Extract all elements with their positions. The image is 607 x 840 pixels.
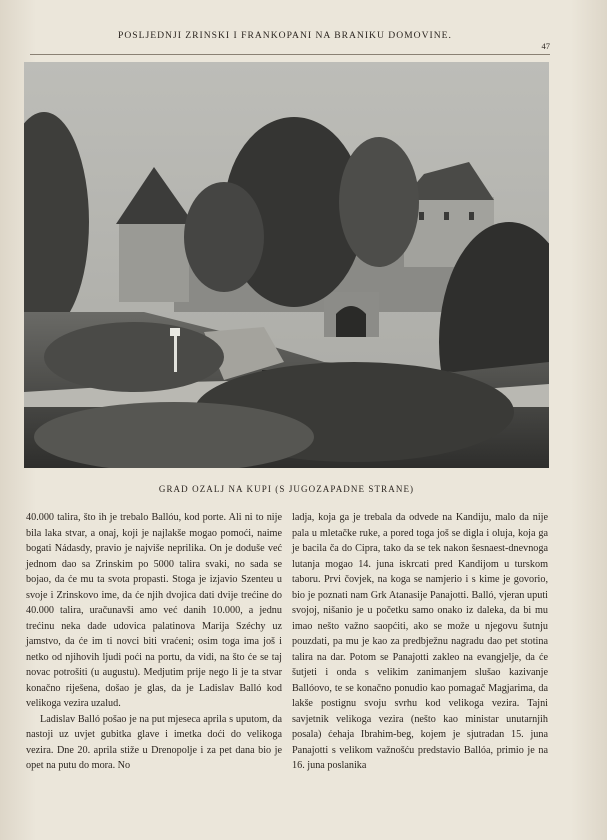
header-rule [30, 54, 550, 55]
paragraph: ladja, koja ga je trebala da odvede na Kandiju, malo da nije pala u mletačke ruke, a pored toga još se digla i oluja, koja ga je bacila ča do Cipra, tako da se tek nakon šesnaest-dnevnoga lutanja mogao 14. juna iskrcati pred Kandijom u turskom taboru. Prvi čovjek, na koga se namjerio i s kime je govorio, bio je poznati nam Grk Atanasije Panajotti. Balló, vjeran uputi svojoj, nišanio je u početku samo onako iz daleka, da bi mu imao nešto važno saopćiti, ako se može u njegovu šutnju pouzdati, pa mu je kao za predbježnu nagradu dao pet stotina talira na dar. Potom se Panajotti zakleo na evangjelje, da će šutjeti i onda s velikim zanimanjem slušao kazivanje Ballóovo, te se konačno ponudio kao pomagač Magjarima, da lakše postignu svoju svrhu kod velikoga vezira. Tajni savjetnik velikoga vezira (nešto kao ministar unutarnjih posala) ćehaja Ibrahim-beg, kojem je sjutradan 15. juna Panajotti s velikom važnošću predstavio Ballóa, primio je na 16. juna poslanika [292, 512, 548, 771]
page-number: 47 [541, 41, 550, 51]
paragraph: Ladislav Balló pošao je na put mjeseca aprila s uputom, da nastoji uz uvjet gubitka glave i imetka doći do velikoga vezira. Dne 20. aprila stiže u Drenopolje i za pet dana bio je opet na putu do mora. No [26, 713, 282, 771]
castle-photo [24, 62, 549, 468]
header-title: POSLJEDNJI ZRINSKI I FRANKOPANI NA BRANIKU DOMOVINE. [118, 30, 452, 41]
text-column-left [26, 510, 282, 774]
paragraph: 40.000 talira, što ih je trebalo Ballóu, kod porte. Ali ni to nije bila laka stvar, a onaj, koji je najlakše mogao pomoći, naime bogati Nádasdy, pravio je najviše neprilika. On je doduše već jednom dao sa Zrinskim po 5000 talira svaki, no sada se bojao, da će mu ta svota propasti. Stoga je izjavio Szenteu u svoje i Zrinskovo ime, da će njih dvojica dati dvije trećine do 40.000 talira, uračunavši amo već danih 10.000, a jednu trećinu neka dade udovica palatinova Marija Széchy uz jamstvo, da će im ti novci biti vraćeni; osim toga ima još i netko od njihovih ljudi poći na portu, da vidi, na što će se taj novac potrošiti (u augustu). Medjutim prije nego li je ta stvar konačno riješena, došao je glas, da je Ladislav Balló kod velikoga vezira uzalud. [26, 512, 282, 709]
text-column-right [292, 510, 548, 774]
photo-caption: GRAD OZALJ NA KUPI (S JUGOZAPADNE STRANE) [158, 484, 415, 494]
running-header [30, 30, 550, 50]
